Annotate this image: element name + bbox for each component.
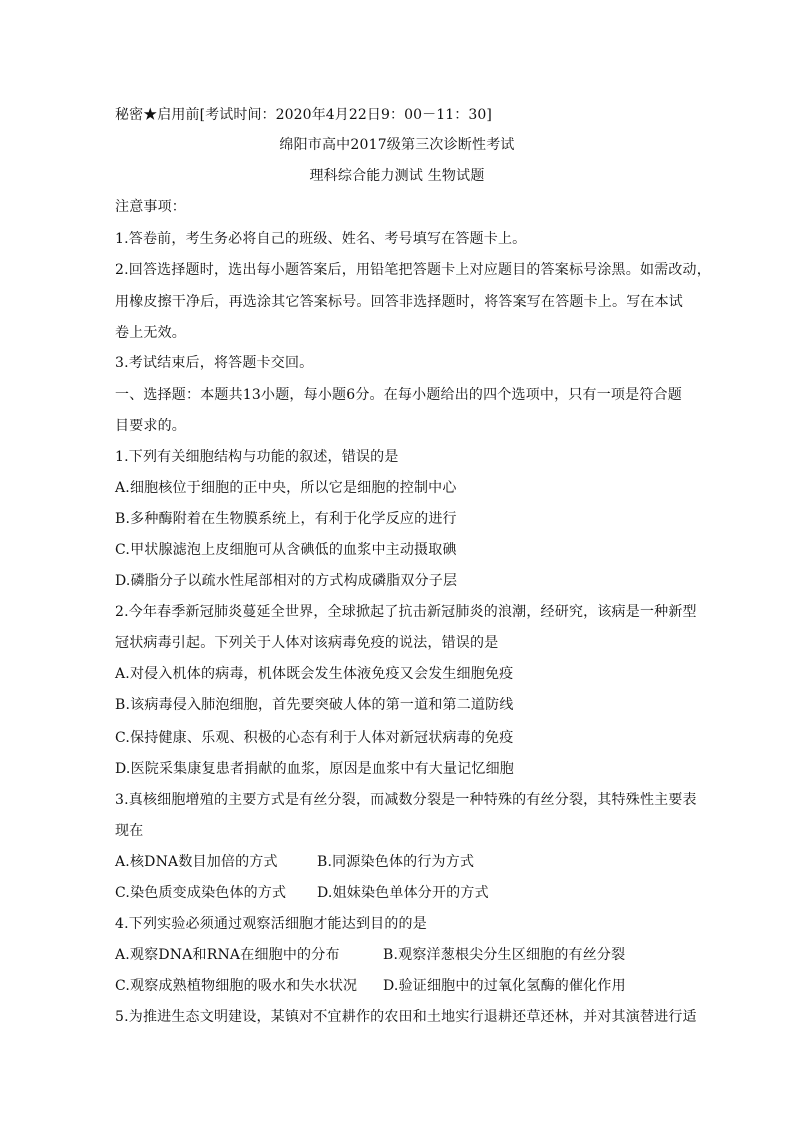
question-3-options-row2 xyxy=(115,884,489,902)
question-3-options-row1 xyxy=(115,853,474,871)
question-3-option-b: B.同源染色体的行为方式 xyxy=(317,854,475,870)
note-item: 3.考试结束后，将答题卡交回。 xyxy=(115,355,314,371)
question-2-option-a: A.对侵入机体的病毒，机体既会发生体液免疫又会发生细胞免疫 xyxy=(115,666,514,682)
confidential-header: 秘密★启用前[考试时间：2020年4月22日9：00－11：30] xyxy=(115,107,492,123)
question-2-option-d: D.医院采集康复患者捐献的血浆，原因是血浆中有大量记忆细胞 xyxy=(115,761,514,777)
question-5-stem: 5.为推进生态文明建设，某镇对不宜耕作的农田和土地实行退耕还草还林，并对其演替进行适 xyxy=(115,1009,697,1025)
question-4-option-c: C.观察成熟植物细胞的吸水和失水状况 xyxy=(115,978,358,994)
question-2-option-c: C.保持健康、乐观、积极的心态有利于人体对新冠状病毒的免疫 xyxy=(115,730,514,746)
question-4-option-a: A.观察DNA和RNA在细胞中的分布 xyxy=(115,947,340,963)
question-4-options-row1 xyxy=(115,946,625,964)
question-3-option-d: D.姐妹染色单体分开的方式 xyxy=(317,885,489,901)
question-1-option-d: D.磷脂分子以疏水性尾部相对的方式构成磷脂双分子层 xyxy=(115,573,458,589)
section-instruction: 一、选择题：本题共13小题，每小题6分。在每小题给出的四个选项中，只有一项是符合题 xyxy=(115,387,682,403)
question-3-option-a: A.核DNA数目加倍的方式 xyxy=(115,854,278,870)
question-3-stem-cont: 现在 xyxy=(115,823,144,839)
question-3-option-c: C.染色质变成染色体的方式 xyxy=(115,885,287,901)
question-4-option-d: D.验证细胞中的过氧化氢酶的催化作用 xyxy=(383,978,626,994)
exam-title: 绵阳市高中2017级第三次诊断性考试 xyxy=(279,137,515,153)
note-item: 用橡皮擦干净后，再选涂其它答案标号。回答非选择题时，将答案写在答题卡上。写在本试 xyxy=(115,294,683,310)
note-item: 卷上无效。 xyxy=(115,325,186,341)
question-1-option-b: B.多种酶附着在生物膜系统上，有利于化学反应的进行 xyxy=(115,511,457,527)
question-1-option-c: C.甲状腺滤泡上皮细胞可从含碘低的血浆中主动摄取碘 xyxy=(115,542,457,558)
question-2-stem-cont: 冠状病毒引起。下列关于人体对该病毒免疫的说法，错误的是 xyxy=(115,635,499,651)
section-instruction-cont: 目要求的。 xyxy=(115,418,186,434)
question-1-option-a: A.细胞核位于细胞的正中央，所以它是细胞的控制中心 xyxy=(115,480,457,496)
notes-heading: 注意事项： xyxy=(115,199,186,215)
note-item: 1.答卷前，考生务必将自己的班级、姓名、考号填写在答题卡上。 xyxy=(115,231,527,247)
question-2-option-b: B.该病毒侵入肺泡细胞，首先要突破人体的第一道和第二道防线 xyxy=(115,697,514,713)
question-2-stem: 2.今年春季新冠肺炎蔓延全世界，全球掀起了抗击新冠肺炎的浪潮，经研究，该病是一种新型 xyxy=(115,604,697,620)
question-4-stem: 4.下列实验必须通过观察活细胞才能达到目的的是 xyxy=(115,916,427,932)
question-4-options-row2 xyxy=(115,977,626,995)
note-item: 2.回答选择题时，选出每小题答案后，用铅笔把答题卡上对应题目的答案标号涂黑。如需改动， xyxy=(115,262,711,278)
question-4-option-b: B.观察洋葱根尖分生区细胞的有丝分裂 xyxy=(383,947,626,963)
question-3-stem: 3.真核细胞增殖的主要方式是有丝分裂，而减数分裂是一种特殊的有丝分裂，其特殊性主要表 xyxy=(115,792,697,808)
exam-subtitle: 理科综合能力测试 生物试题 xyxy=(309,168,485,184)
question-1-stem: 1.下列有关细胞结构与功能的叙述，错误的是 xyxy=(115,449,399,465)
